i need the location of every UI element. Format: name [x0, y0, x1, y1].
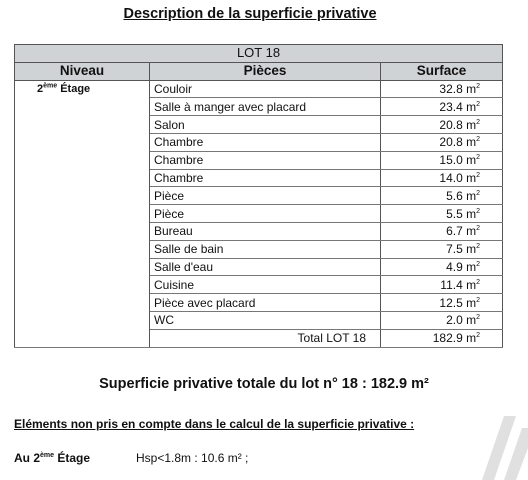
surface-unit-sup: 2: [476, 189, 480, 197]
surface-cell: [381, 240, 503, 258]
col-niveau-header: Niveau: [15, 62, 150, 80]
niveau-cell: [15, 187, 150, 205]
surface-value: 20.8 m: [439, 135, 477, 150]
surface-cell: [381, 187, 503, 205]
document-title: Description de la superficie privative: [123, 6, 377, 22]
surface-value: 5.6 m: [446, 188, 477, 203]
etage-prefix: Au 2: [14, 451, 41, 465]
piece-cell: Pièce: [150, 187, 381, 205]
surface-unit-sup: 2: [476, 118, 480, 126]
surface-unit-sup: 2: [476, 225, 480, 233]
surface-unit-sup: 2: [476, 260, 480, 268]
col-surface-header: Surface: [381, 62, 503, 80]
surface-cell: [381, 294, 503, 312]
surface-cell: [381, 80, 503, 98]
surface-unit-sup: 2: [476, 207, 480, 215]
niveau-num: 2: [37, 83, 44, 96]
niveau-cell: [15, 276, 150, 294]
surface-unit-sup: 2: [476, 82, 480, 90]
piece-cell: Salle de bain: [150, 240, 381, 258]
niveau-cell: [15, 169, 150, 187]
table-row: [15, 311, 503, 329]
elements-non-pris-heading: Eléments non pris en compte dans le calcul de la superficie privative :: [14, 417, 415, 431]
niveau-cell: [15, 222, 150, 240]
surface-cell: [381, 151, 503, 169]
piece-cell: Cuisine: [150, 276, 381, 294]
niveau-cell: [15, 116, 150, 134]
piece-cell: Bureau: [150, 222, 381, 240]
piece-cell: Salle à manger avec placard: [150, 98, 381, 116]
surface-cell: [381, 258, 503, 276]
table-row: [15, 80, 503, 98]
piece-cell: Chambre: [150, 169, 381, 187]
total-surface-cell: [381, 329, 503, 347]
hsp-text: Hsp<1.8m : 10.6 m² ;: [136, 451, 249, 465]
surface-unit-sup: 2: [476, 243, 480, 251]
surface-cell: [381, 133, 503, 151]
niveau-cell: [15, 98, 150, 116]
piece-cell: Chambre: [150, 151, 381, 169]
surface-cell: [381, 222, 503, 240]
lot-label: LOT 18: [15, 45, 503, 63]
total-row: [15, 329, 503, 347]
surface-value: 4.9 m: [446, 259, 477, 274]
surface-unit-sup: 2: [476, 100, 480, 108]
surface-cell: [381, 311, 503, 329]
surface-value: 20.8 m: [439, 117, 477, 132]
surface-unit-sup: 2: [476, 296, 480, 304]
surface-cell: [381, 169, 503, 187]
niveau-cell: [15, 294, 150, 312]
niveau-sup: ème: [43, 82, 58, 90]
col-pieces-header: Pièces: [150, 62, 381, 80]
surface-cell: [381, 116, 503, 134]
surface-value: 23.4 m: [439, 99, 477, 114]
niveau-cell: [15, 258, 150, 276]
surface-cell: [381, 205, 503, 223]
niveau-cell: [15, 205, 150, 223]
piece-cell: Pièce avec placard: [150, 294, 381, 312]
table-row: [15, 240, 503, 258]
surface-value: 15.0 m: [439, 153, 477, 168]
surface-unit-sup: 2: [476, 154, 480, 162]
lot-header-row: [15, 45, 503, 63]
table-row: [15, 294, 503, 312]
table-row: [15, 169, 503, 187]
watermark-logo: [464, 408, 528, 480]
etage-sup: ème: [40, 452, 55, 459]
surface-value: 32.8 m: [439, 81, 477, 96]
niveau-cell: [15, 80, 150, 98]
piece-cell: Couloir: [150, 80, 381, 98]
surface-value: 14.0 m: [439, 170, 477, 185]
niveau-cell: [15, 311, 150, 329]
surface-value: 12.5 m: [439, 295, 477, 310]
surface-unit-sup: 2: [476, 136, 480, 144]
table-row: [15, 116, 503, 134]
total-value: 182.9 m: [432, 331, 477, 346]
column-header-row: [15, 62, 503, 80]
surface-cell: [381, 98, 503, 116]
piece-cell: Salle d'eau: [150, 258, 381, 276]
table-row: [15, 258, 503, 276]
table-row: [15, 151, 503, 169]
piece-cell: Salon: [150, 116, 381, 134]
surface-value: 11.4 m: [440, 277, 477, 292]
table-row: [15, 133, 503, 151]
table-row: [15, 187, 503, 205]
niveau-cell: [15, 240, 150, 258]
surface-unit-sup: 2: [476, 171, 480, 179]
superficie-totale: Superficie privative totale du lot n° 18 : 182.9 m²: [99, 376, 429, 392]
surface-value: 5.5 m: [446, 206, 477, 221]
surface-value: 6.7 m: [446, 224, 477, 239]
niveau-word: Étage: [57, 83, 91, 96]
niveau-cell: [15, 151, 150, 169]
piece-cell: Pièce: [150, 205, 381, 223]
table-row: [15, 205, 503, 223]
total-unit-sup: 2: [476, 332, 480, 340]
surface-unit-sup: 2: [476, 278, 480, 286]
table-row: [15, 98, 503, 116]
total-niveau-cell: [15, 329, 150, 347]
piece-cell: WC: [150, 311, 381, 329]
surface-unit-sup: 2: [476, 314, 480, 322]
etage-word: Étage: [54, 451, 91, 465]
surface-table: [14, 44, 503, 348]
surface-cell: [381, 276, 503, 294]
surface-value: 7.5 m: [446, 242, 477, 257]
niveau-cell: [15, 133, 150, 151]
table-row: [15, 276, 503, 294]
surface-value: 2.0 m: [446, 313, 477, 328]
etage-label: [14, 451, 90, 465]
table-row: [15, 222, 503, 240]
piece-cell: Chambre: [150, 133, 381, 151]
total-label: Total LOT 18: [150, 329, 381, 347]
